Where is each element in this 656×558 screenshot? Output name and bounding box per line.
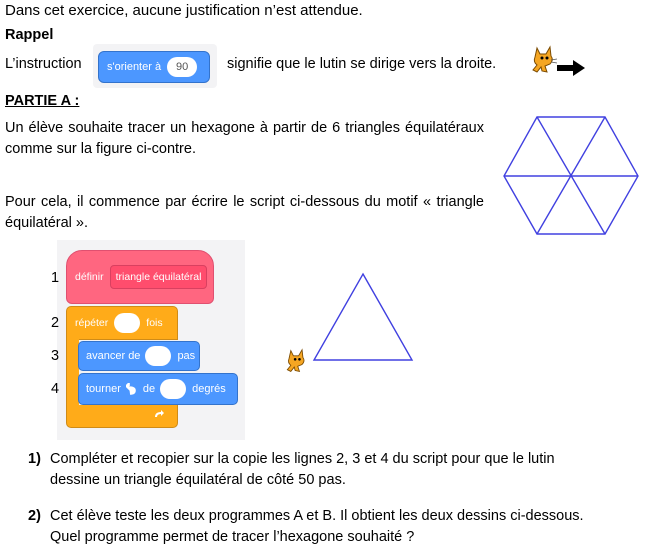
line-number-1: 1 [51, 270, 60, 286]
instruction-meaning: signifie que le lutin se dirige vers la droite. [227, 56, 497, 72]
repeat-suffix: fois [146, 317, 163, 329]
partie-a-title: PARTIE A : [5, 93, 80, 109]
line-number-4: 4 [51, 381, 60, 397]
question-2-line2: Quel programme permet de tracer l’hexagone souhaité ? [50, 529, 415, 545]
orient-block[interactable] [98, 51, 210, 83]
question-1-line1: Compléter et recopier sur la copie les lignes 2, 3 et 4 du script pour que le lutin [50, 451, 555, 467]
line-number-3: 3 [51, 348, 60, 364]
right-arrow-icon [557, 60, 585, 76]
move-suffix: pas [177, 350, 196, 362]
turn-label: tourner [86, 383, 121, 395]
define-label: définir [75, 271, 104, 283]
orient-value[interactable]: 90 [167, 57, 197, 77]
instruction-label: L’instruction [5, 56, 82, 72]
turn-block[interactable] [78, 373, 238, 405]
triangle-figure [310, 270, 416, 364]
repeat-label: répéter [75, 317, 109, 329]
orient-block-label: s'orienter à [107, 61, 162, 73]
question-1-number: 1) [28, 451, 41, 467]
partie-a-para1: Un élève souhaite tracer un hexagone à partir de 6 triangles équilatéraux comme sur la figure ci-contre. [5, 120, 484, 157]
move-steps-input[interactable] [145, 346, 171, 366]
rotate-left-icon [126, 383, 138, 395]
repeat-block-top[interactable] [66, 306, 178, 340]
turn-degrees-input[interactable] [160, 379, 186, 399]
turn-mid: de [142, 383, 156, 395]
question-1-line2: dessine un triangle équilatéral de côté 50 pas. [50, 472, 346, 488]
line-number-2: 2 [51, 315, 60, 331]
hexagon-figure [500, 112, 642, 240]
cat-sprite-icon [528, 44, 558, 76]
define-name[interactable]: triangle équilatéral [110, 265, 208, 289]
move-block[interactable] [78, 341, 200, 371]
repeat-count-input[interactable] [114, 313, 140, 333]
partie-a-para2: Pour cela, il commence par écrire le script ci-dessous du motif « triangle équilatéral ». [5, 194, 484, 231]
move-label: avancer de [86, 350, 141, 362]
loop-arrow-icon [152, 408, 166, 422]
cat-sprite-icon [283, 345, 309, 377]
question-2-number: 2) [28, 508, 41, 524]
intro-text: Dans cet exercice, aucune justification n’est attendue. [5, 2, 363, 19]
turn-suffix: degrés [192, 383, 226, 395]
question-2-line1: Cet élève teste les deux programmes A et B. Il obtient les deux dessins ci-dessous. [50, 508, 584, 524]
define-block[interactable] [66, 250, 214, 304]
rappel-title: Rappel [5, 27, 54, 43]
